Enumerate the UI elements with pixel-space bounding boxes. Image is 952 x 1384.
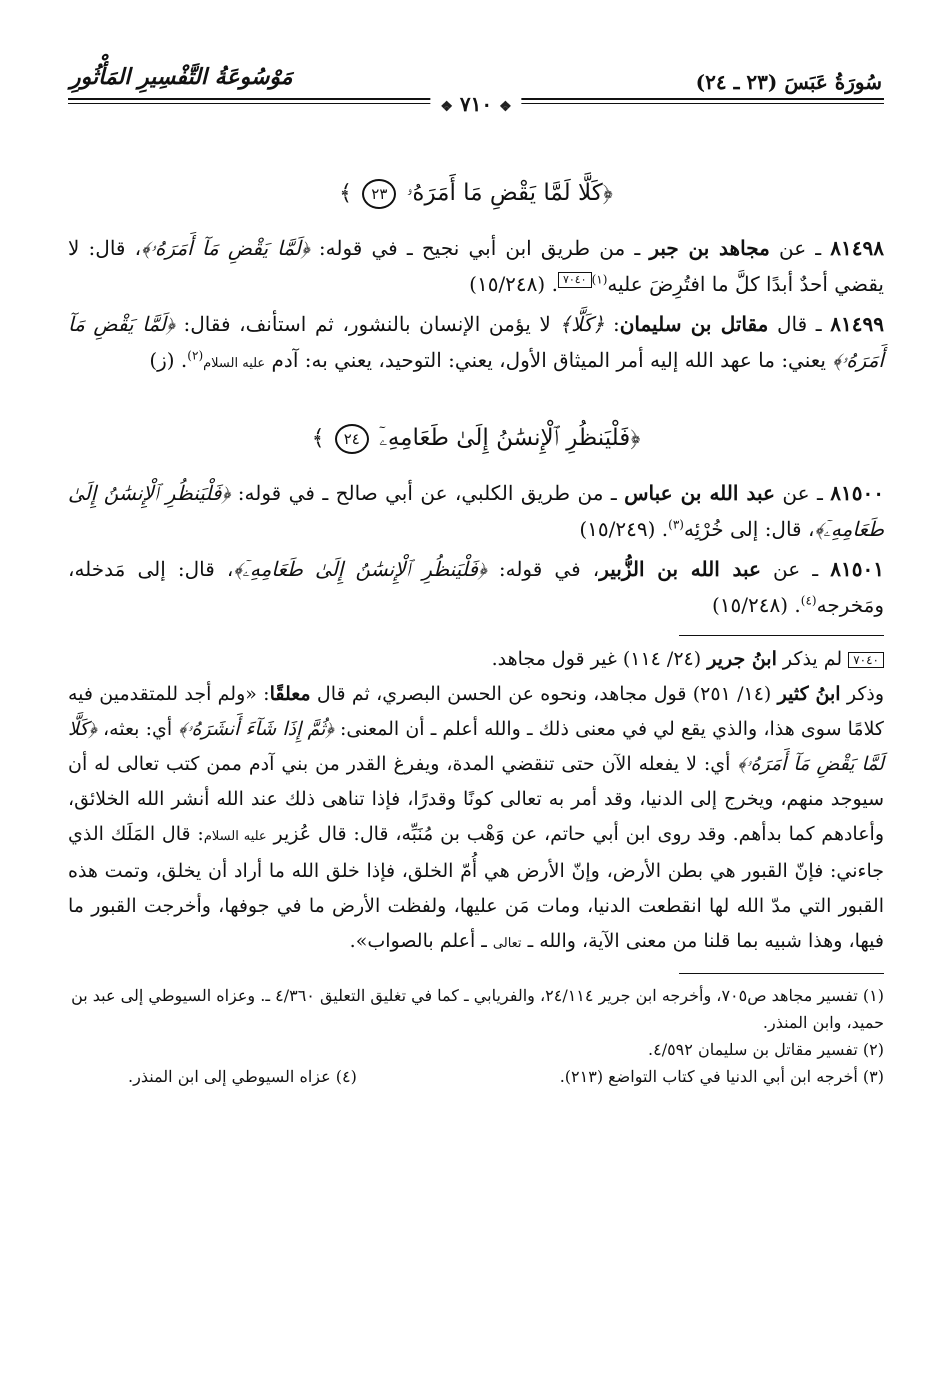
entry-81501: ٨١٥٠١ ـ عن عبد الله بن الزُّبير، في قوله: ﴿فَلْيَنظُرِ ٱلْإِنسَٰنُ إِلَىٰ طَعَامِهِۦٓ﴾، قال: إلى مَدخله، ومَخرجه$^{(٤)}$. (١٥/٢٤٨) xyxy=(68,557,884,617)
footnotes-divider xyxy=(679,973,884,974)
footnote-ref: (٢) xyxy=(187,348,204,363)
page-header xyxy=(68,56,884,116)
surah-header: سُورَةُ عَبَسَ (٢٣ ـ ٢٤) xyxy=(695,70,882,94)
verse-heading-23: ﴿كَلَّا لَمَّا يَقْضِ مَا أَمَرَهُۥ ٢٣ ﴾ xyxy=(68,175,884,212)
footnote-3: (٣) أخرجه ابن أبي الدنيا في كتاب التواضع (٢١٣). xyxy=(559,1067,884,1086)
footnotes xyxy=(68,982,884,1090)
notes-divider xyxy=(679,635,884,636)
verse-heading-24: ﴿فَلْيَنظُرِ ٱلْإِنسَٰنُ إِلَىٰ طَعَامِهِۦٓ ٢٤ ﴾ xyxy=(68,420,884,457)
note-paragraph-1: ٧٠٤٠ لم يذكر ابنُ جرير (٢٤/ ١١٤) غير قول مجاهد. xyxy=(68,642,884,677)
footnote-ref: (٤) xyxy=(800,593,817,608)
footnote-ref: (١) xyxy=(591,272,608,287)
honorific: عليه السلام xyxy=(203,356,266,371)
footnote-ref: (٣) xyxy=(668,517,684,532)
note-paragraph-2: وذكر ابنُ كثير (١٤/ ٢٥١) قول مجاهد، ونحوه عن الحسن البصري، ثم قال معلقًا: «ولم أجد للمتقدمين فيه كلامًا سوى هذا، والذي يقع لي في معنى ذلك ـ والله أعلم ـ أن المعنى: ﴿ثُمَّ إِذَا شَآءَ أَنشَرَهُۥ﴾ أي: بعثه، ﴿كَلَّا لَمَّا يَقْضِ مَآ أَمَرَهُۥ﴾ أي: لا يفعله الآن حتى تنقضي المدة، ويفرغ القدر من بني آدم ممن كتب تعالى له أن سيوجد منهم، ويخرج إلى الدنيا، وقد أمر به تعالى كونًا وقدرًا، فإذا تناهى ذلك عند الله أنشر الله الخلائق، وأعادهم كما بدأهم. وقد روى ابن أبي حاتم، عن وَهْب بن مُنَبِّه، قال: قال عُزير عليه السلام: قال المَلَك الذي جاءني: فإنّ القبور هي بطن الأرض، وإنّ الأرض هي أُمّ الخلق، فإذا خلق الله ما أراد أن يخلق، وتمت هذه القبور التي مدّ الله لها انقطعت الدنيا، ومات مَن عليها، ولفظت الأرض ما في جوفها، وأخرجت القبور ما فيها، وهذا شبيه بما قلنا من معنى الآية، والله ـ تعالى ـ أعلم بالصواب». xyxy=(68,683,885,952)
ayah-number-badge: ٢٣ xyxy=(362,179,396,209)
ayah-number-badge: ٢٤ xyxy=(335,424,369,454)
entry-81499: ٨١٤٩٩ ـ قال مقاتل بن سليمان: ﴿كَلَّا﴾ لا يؤمن الإنسان بالنشور، ثم استأنف، فقال: ﴿لَمَّا يَقْضِ مَآ أَمَرَهُۥ﴾ يعني: ما عهد الله إليه أمر الميثاق الأول، يعني: التوحيد، يعني به: آدم عليه السلام$^{(٢)}$. (ز) xyxy=(68,312,884,372)
page xyxy=(68,0,884,1384)
ornament-icon: ❖ xyxy=(499,99,512,115)
entry-81498: ٨١٤٩٨ ـ عن مجاهد بن جبر ـ من طريق ابن أبي نجيح ـ في قوله: ﴿لَمَّا يَقْضِ مَآ أَمَرَهُۥ﴾، قال: لا يقضي أحدٌ أبدًا كلَّ ما افتُرِضَ عليه$^{(١)}$٧٠٤٠. (١٥/٢٤٨) xyxy=(68,236,885,296)
honorific: عليه السلام xyxy=(203,829,267,844)
entry-81500: ٨١٥٠٠ ـ عن عبد الله بن عباس ـ من طريق الكلبي، عن أبي صالح ـ في قوله: ﴿فَلْيَنظُرِ ٱلْإِنسَٰنُ إِلَىٰ طَعَامِهِۦٓ﴾، قال: إلى خُرْئِه$^{(٣)}$. (١٥/٢٤٩) xyxy=(68,481,884,541)
note-number-box: ٧٠٤٠ xyxy=(848,652,884,668)
honorific: تعالى xyxy=(492,936,522,951)
book-title: مَوْسُوعَةُ التَّفْسِيرِ المَأْثُورِ xyxy=(70,64,293,90)
footnote-2: (٢) تفسير مقاتل بن سليمان ٤/٥٩٢. xyxy=(648,1040,884,1059)
page-number: ❖ ٧١٠ ❖ xyxy=(430,92,521,116)
main-content xyxy=(68,175,884,1090)
footnote-row xyxy=(68,1063,884,1090)
note-ref-box: ٧٠٤٠ xyxy=(558,272,592,288)
footnote-4: (٤) عزاه السيوطي إلى ابن المنذر. xyxy=(128,1067,357,1086)
commentary-note xyxy=(68,642,884,961)
ornament-icon: ❖ xyxy=(440,99,453,115)
footnote-1: (١) تفسير مجاهد ص٧٠٥، وأخرجه ابن جرير ٢٤/١١٤، والفريابي ـ كما في تغليق التعليق ٤/٣٦٠ ـ. وعزاه السيوطي إلى عبد بن حميد، وابن المنذر. xyxy=(71,986,884,1032)
